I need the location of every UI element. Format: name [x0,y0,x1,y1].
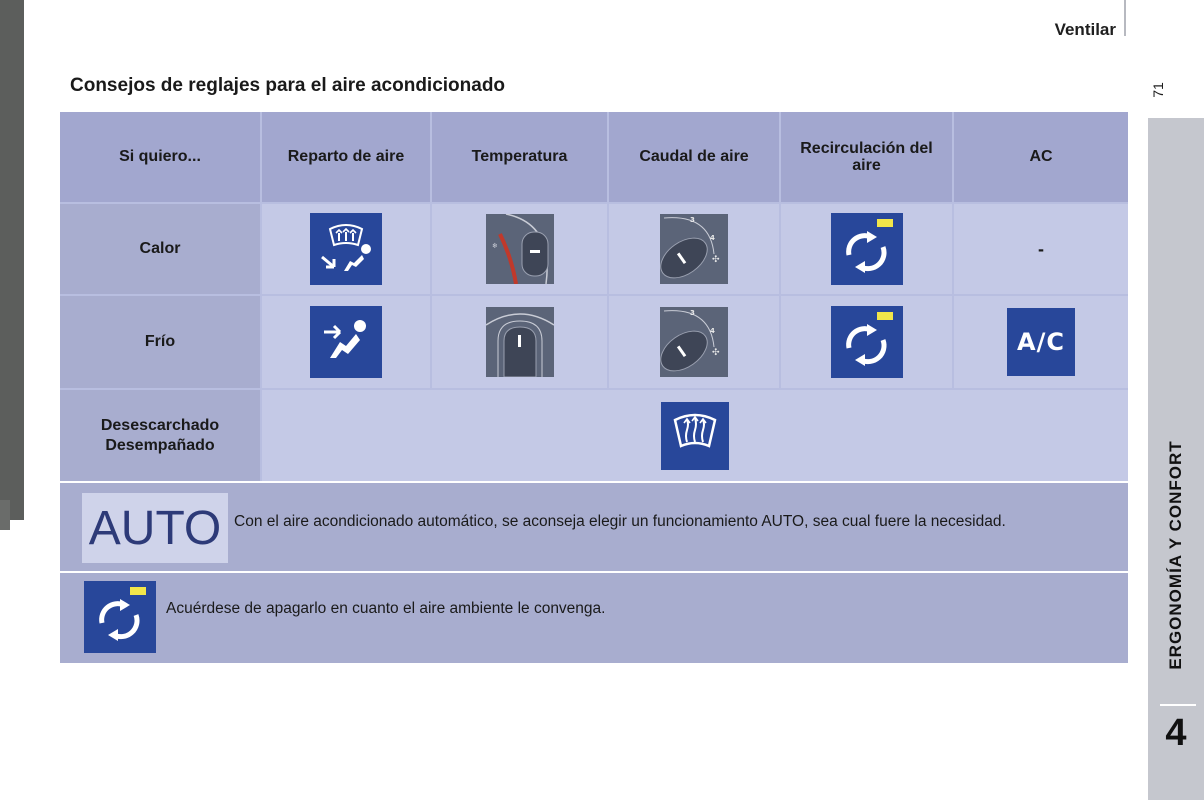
recirculation-on-icon [831,306,903,378]
auto-badge: AUTO [82,493,228,563]
page-binding-edge-tail [0,500,10,530]
header-label: Recirculación del aire [800,140,933,174]
page-number: 71 [1150,82,1166,98]
row-label-calor [60,204,260,294]
calor-reparto-cell [262,204,430,294]
header-rule [1124,0,1126,36]
page-title: Consejos de reglajes para el aire acondicionado [70,75,506,96]
header-label: Caudal de aire [639,148,749,165]
header-cell-ac [954,112,1128,202]
frio-reparto-cell [262,296,430,388]
svg-text:✣: ✣ [712,348,720,358]
fan-speed-dial-icon [660,214,728,284]
calor-caudal-cell [609,204,779,294]
chapter-number: 4 [1165,712,1187,754]
header-label: Temperatura [471,148,568,165]
face-airflow-icon [310,306,382,378]
section-label: Ventilar [1054,20,1116,39]
header-label: AC [1029,148,1053,165]
row-label-desescarchado [60,390,260,481]
row-label-frio [60,296,260,388]
frio-temperatura-cell [432,296,607,388]
svg-text:3: 3 [690,216,695,224]
svg-text:4: 4 [710,327,715,335]
calor-temperatura-cell [432,204,607,294]
recirculation-on-icon [84,581,156,653]
desescarchado-merged-cell [262,390,1128,481]
header-cell-reparto [262,112,430,202]
frio-caudal-cell [609,296,779,388]
frio-recirculacion-cell [781,296,952,388]
cold-temperature-dial-icon [486,307,554,377]
auto-note-text: Con el aire acondicionado automático, se aconseja elegir un funcionamiento AUTO, sea cual fuere la necesidad. [234,513,1006,530]
svg-text:3: 3 [690,309,695,317]
header-label: Si quiero... [119,148,201,165]
chapter-title: ERGONOMÍA Y CONFORT [1166,440,1185,670]
ac-off-dash: - [1038,238,1044,259]
svg-text:❄: ❄ [491,242,498,250]
recirculation-note-panel [60,573,1128,663]
svg-text:✣: ✣ [712,255,720,265]
fan-speed-dial-icon [660,307,728,377]
page-binding-edge [0,0,24,520]
header-cell-recirculacion [781,112,952,202]
header-label: Reparto de aire [287,148,405,165]
settings-table [60,112,1128,481]
frio-ac-cell [954,296,1128,388]
calor-ac-cell [954,204,1128,294]
row-label: Calor [139,240,181,257]
header-cell-caudal [609,112,779,202]
hot-temperature-dial-icon [486,214,554,284]
header-cell-si-quiero [60,112,260,202]
recirculation-note-icon-wrap [84,581,156,653]
recirculation-note-text: Acuérdese de apagarlo en cuanto el aire ambiente le convenga. [166,600,606,617]
row-label-line: Desempañado [105,436,215,454]
calor-recirculacion-cell [781,204,952,294]
windscreen-defrost-icon [661,402,729,470]
feet-and-windscreen-airflow-icon [310,213,382,285]
svg-text:4: 4 [710,234,715,242]
recirculation-on-icon [831,213,903,285]
auto-note-panel [60,483,1128,571]
row-label-line: Desescarchado [100,416,220,434]
chapter-rule [1160,704,1196,706]
header-cell-temperatura [432,112,607,202]
row-label: Frío [144,333,176,350]
ac-button-icon: A/C [1007,308,1075,376]
